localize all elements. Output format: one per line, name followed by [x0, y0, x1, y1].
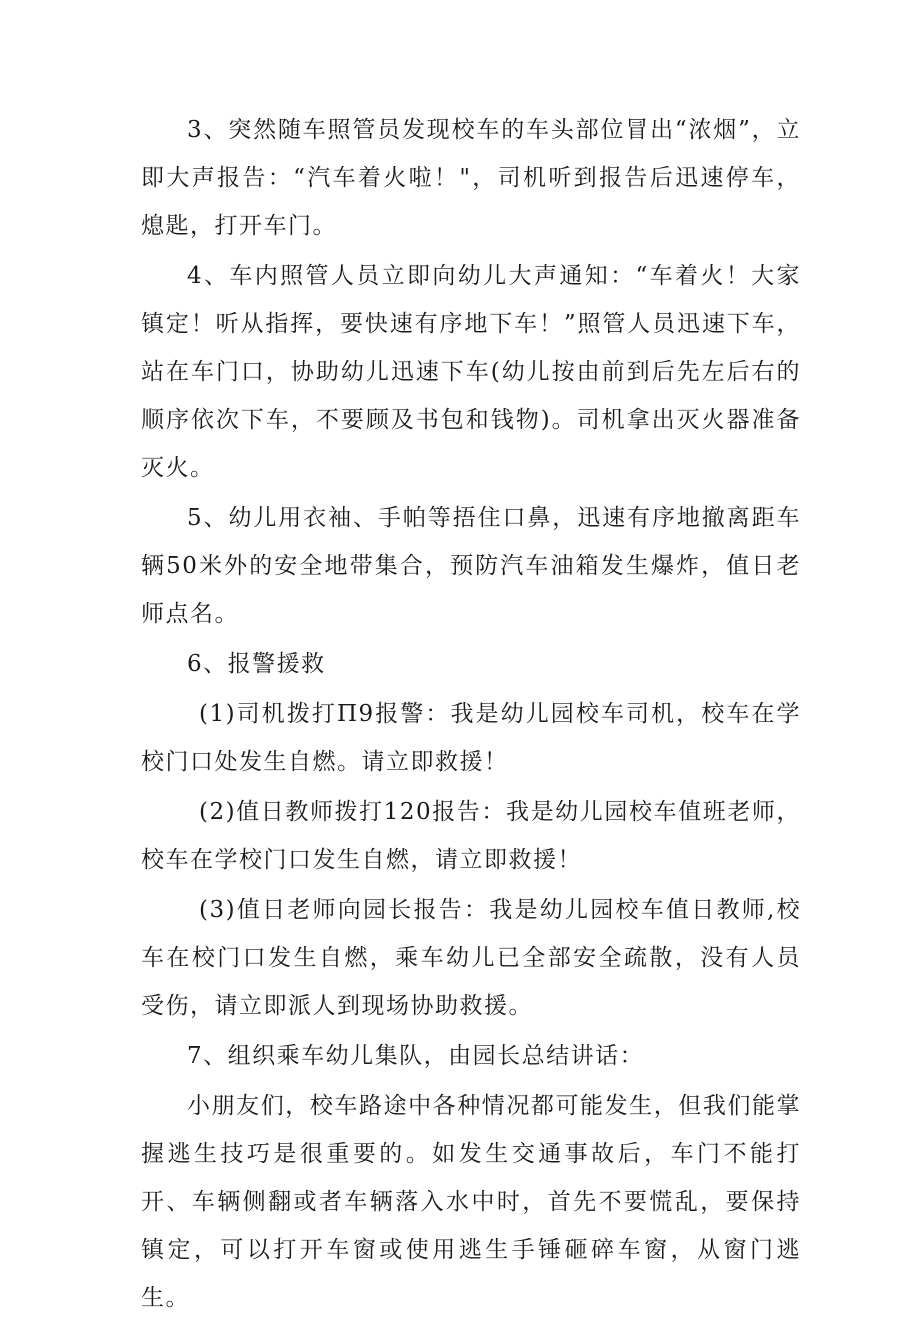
document-body	[141, 106, 801, 1324]
paragraph-step-6-heading: 6、报警援救	[187, 651, 326, 677]
paragraph-step-7: 7、组织乘车幼儿集队，由园长总结讲话：	[187, 1043, 645, 1069]
paragraph-step-4: 4、车内照管人员立即向幼儿大声通知：“车着火！大家镇定！听从指挥，要快速有序地下车！”照管人员迅速下车，站在车门口，协助幼儿迅速下车(幼儿按由前到后先左后右的顺序依次下车，不要顾及书包和钱物)。司机拿出灭火器准备灭火。	[141, 263, 801, 481]
paragraph-step-5: 5、幼儿用衣袖、手帕等捂住口鼻，迅速有序地撤离距车辆50米外的安全地带集合，预防汽车油箱发生爆炸，值日老师点名。	[141, 505, 801, 627]
paragraph-step-6-item-2: (2)值日教师拨打120报告：我是幼儿园校车值班老师，校车在学校门口发生自燃，请立即救援！	[141, 799, 801, 873]
paragraph-speech: 小朋友们，校车路途中各种情况都可能发生，但我们能掌握逃生技巧是很重要的。如发生交通事故后，车门不能打开、车辆侧翻或者车辆落入水中时，首先不要慌乱，要保持镇定，可以打开车窗或使用逃生手锤砸碎车窗，从窗门逃生。	[141, 1093, 801, 1311]
paragraph-step-6-item-1: (1)司机拨打Π9报警：我是幼儿园校车司机，校车在学校门口处发生自燃。请立即救援！	[141, 701, 801, 775]
paragraph-step-6-item-3: (3)值日老师向园长报告：我是幼儿园校车值日教师,校车在校门口发生自燃，乘车幼儿已全部安全疏散，没有人员受伤，请立即派人到现场协助救援。	[141, 897, 801, 1019]
paragraph-step-3: 3、突然随车照管员发现校车的车头部位冒出“浓烟”，立即大声报告：“汽车着火啦！"，司机听到报告后迅速停车，熄匙，打开车门。	[141, 117, 801, 239]
